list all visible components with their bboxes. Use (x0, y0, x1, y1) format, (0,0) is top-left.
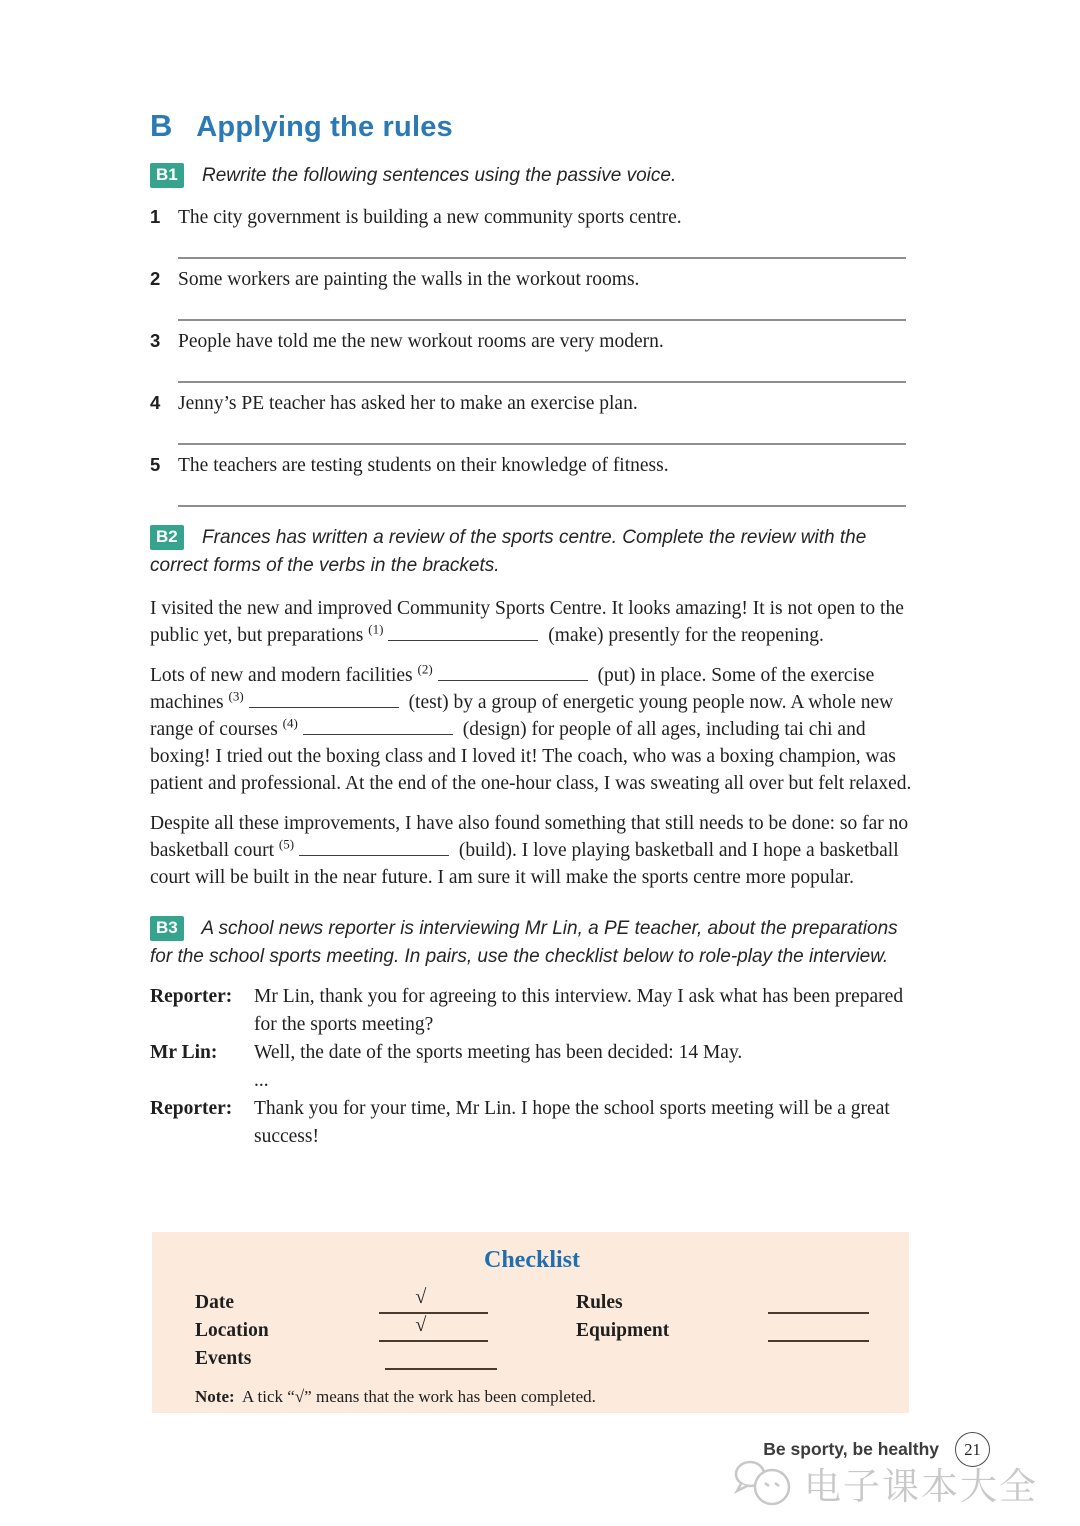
checklist-blank-line (768, 1318, 869, 1342)
exercise-item (150, 265, 912, 321)
blank-number: (3) (228, 688, 244, 704)
dialogue-row (150, 1067, 912, 1095)
exercise-sentence (150, 265, 912, 293)
page-number: 21 (964, 1439, 981, 1459)
fill-in-blank (249, 693, 399, 708)
dialogue-speaker (150, 1067, 254, 1095)
tick-mark: √ (415, 1314, 427, 1336)
blank-number: (5) (278, 836, 295, 852)
dialogue-speaker: Reporter: (150, 1098, 233, 1119)
fill-in-blank (438, 666, 588, 681)
answer-line (178, 443, 906, 445)
dialogue-speaker: Reporter: (150, 986, 233, 1007)
dialogue-text: Thank you for your time, Mr Lin. I hope the school sports meeting will be a great success! (254, 1098, 890, 1147)
checklist-rows (195, 1286, 869, 1370)
checklist-row (195, 1342, 869, 1370)
exercise-sentence (150, 203, 912, 231)
watermark (732, 1456, 1038, 1510)
b3-dialogue (150, 983, 912, 1151)
checklist-label: Location (195, 1320, 269, 1341)
review-paragraph: I visited the new and improved Community Sports Centre. It looks amazing! It is not open to the public yet, but preparations $^{(1)}$ (make) presently for the reopening. (150, 598, 904, 646)
b3-badge: B3 (150, 916, 184, 941)
checklist-label: Equipment (576, 1320, 670, 1341)
answer-line (178, 505, 906, 507)
checklist-blank-line (379, 1286, 488, 1314)
checklist-blank-line (379, 1314, 488, 1342)
checklist-blank-line (768, 1290, 869, 1314)
checklist-note-label: Note: (195, 1387, 235, 1406)
answer-line (178, 319, 906, 321)
item-number: 3 (150, 330, 161, 351)
checklist-note (195, 1387, 869, 1407)
b1-instruction-text: Rewrite the following sentences using the passive voice. (202, 165, 677, 186)
fill-in-blank (299, 841, 449, 856)
b1-instruction-row (150, 162, 912, 190)
checklist-note-text: A tick “√” means that the work has been completed. (238, 1387, 596, 1406)
tick-mark: √ (415, 1286, 427, 1308)
fill-in-blank (388, 626, 538, 641)
item-number: 2 (150, 268, 161, 289)
exercise-item (150, 389, 912, 445)
item-text: The city government is building a new community sports centre. (178, 207, 682, 228)
exercise-sentence (150, 327, 912, 355)
exercise-item (150, 203, 912, 259)
b1-items (150, 203, 912, 507)
dialogue-text: ... (254, 1070, 269, 1091)
section-header (150, 108, 912, 144)
checklist-label: Date (195, 1292, 234, 1313)
review-paragraph: Lots of new and modern facilities $^{(2)}$ (put) in place. Some of the exercise machines $^{(3)}$ (test) by a group of energetic young people now. A whole new range of courses $^{(4)}$ (design) for people of all ages, including tai chi and boxing! I tried out the boxing class and I loved it! The coach, who was a boxing champion, was patient and professional. At the end of the one-hour class, I was sweating all over but felt relaxed. (150, 661, 912, 794)
review-paragraph: Despite all these improvements, I have also found something that still needs to be done: so far no basketball court $^{(5)}$ (build). I love playing basketball and I hope a basketball court will be built in the near future. I am sure it will make the sports centre more popular. (150, 813, 909, 888)
b2-badge: B2 (150, 525, 184, 550)
blank-number: (1) (368, 621, 384, 637)
b1-badge: B1 (150, 163, 184, 188)
item-text: People have told me the new workout rooms are very modern. (178, 331, 664, 352)
exercise-item (150, 327, 912, 383)
exercise-item (150, 451, 912, 507)
checklist-row (195, 1286, 869, 1314)
blank-number: (4) (282, 715, 298, 731)
item-number: 1 (150, 206, 161, 227)
chat-bubbles-logo-icon (732, 1457, 796, 1509)
checklist-label: Rules (576, 1292, 623, 1313)
section-letter: B (150, 108, 173, 143)
dialogue-text: Well, the date of the sports meeting has been decided: 14 May. (254, 1042, 743, 1063)
checklist-blank-line (385, 1346, 497, 1370)
dialogue-row (150, 1039, 912, 1067)
item-text: The teachers are testing students on their knowledge of fitness. (178, 455, 669, 476)
watermark-text: 电子课本大全 (804, 1465, 1038, 1508)
exercise-sentence (150, 451, 912, 479)
item-text: Jenny’s PE teacher has asked her to make an exercise plan. (178, 393, 638, 414)
item-number: 4 (150, 392, 161, 413)
b2-paragraphs (150, 595, 912, 891)
answer-line (178, 257, 906, 259)
dialogue-speaker: Mr Lin: (150, 1042, 218, 1063)
checklist-title: Checklist (484, 1247, 580, 1273)
b3-instruction-text: A school news reporter is interviewing Mr Lin, a PE teacher, about the preparations for the school sports meeting. In pairs, use the checklist below to role-play the interview. (150, 918, 898, 967)
dialogue-row (150, 983, 912, 1039)
footer-tagline: Be sporty, be healthy (763, 1439, 939, 1459)
exercise-sentence (150, 389, 912, 417)
fill-in-blank (303, 720, 453, 735)
section-title: Applying the rules (196, 111, 453, 143)
dialogue-text: Mr Lin, thank you for agreeing to this interview. May I ask what has been prepared for the sports meeting? (254, 986, 904, 1035)
answer-line (178, 381, 906, 383)
dialogue-row (150, 1095, 912, 1151)
b2-instruction-row (150, 524, 912, 580)
checklist-label: Events (195, 1348, 252, 1369)
checklist-row (195, 1314, 869, 1342)
item-text: Some workers are painting the walls in the workout rooms. (178, 269, 640, 290)
checklist-box (152, 1232, 909, 1413)
b2-instruction-text: Frances has written a review of the sports centre. Complete the review with the correct forms of the verbs in the brackets. (150, 527, 867, 576)
page-content (150, 108, 912, 1151)
blank-number: (2) (417, 661, 433, 677)
b3-instruction-row (150, 915, 912, 971)
item-number: 5 (150, 454, 161, 475)
